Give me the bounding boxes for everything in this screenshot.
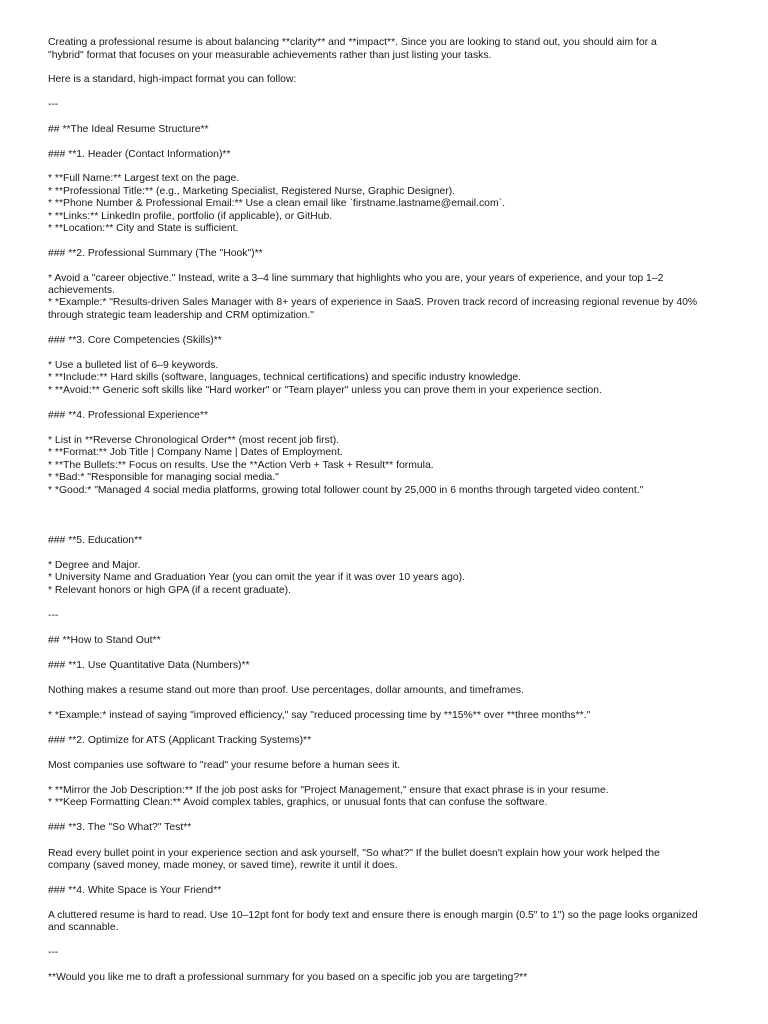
list-item: * *Good:* "Managed 4 social media platforms, growing total follower count by 25,000 in 6 months through targeted video content." bbox=[48, 485, 644, 496]
subheading-education: ### **5. Education** bbox=[48, 535, 143, 546]
subheading-summary: ### **2. Professional Summary (The "Hook")** bbox=[48, 248, 263, 259]
paragraph-continuation: company (saved money, made money, or saved time), rewrite it until it does. bbox=[48, 860, 398, 871]
list-item: * **Location:** City and State is sufficient. bbox=[48, 223, 239, 234]
list-item: * *Example:* "Results-driven Sales Manager with 8+ years of experience in SaaS. Proven track record of increasing regional revenue by 40% bbox=[48, 297, 698, 308]
paragraph: Nothing makes a resume stand out more than proof. Use percentages, dollar amounts, and timeframes. bbox=[48, 685, 524, 696]
list-item: * **Keep Formatting Clean:** Avoid complex tables, graphics, or unusual fonts that can confuse the software. bbox=[48, 797, 548, 808]
subheading-white-space: ### **4. White Space is Your Friend** bbox=[48, 885, 222, 896]
subheading-skills: ### **3. Core Competencies (Skills)** bbox=[48, 335, 222, 346]
subheading-experience: ### **4. Professional Experience** bbox=[48, 410, 208, 421]
divider-text: --- bbox=[48, 99, 59, 110]
paragraph: Read every bullet point in your experience section and ask yourself, "So what?" If the bullet doesn't explain how your work helped the bbox=[48, 848, 660, 859]
list-item: * **Format:** Job Title | Company Name | Dates of Employment. bbox=[48, 447, 343, 458]
list-item: * **Professional Title:** (e.g., Marketing Specialist, Registered Nurse, Graphic Designer). bbox=[48, 186, 456, 197]
list-item: * **Phone Number & Professional Email:** Use a clean email like `firstname.lastname@email.com`. bbox=[48, 198, 505, 209]
divider-text: --- bbox=[48, 610, 59, 621]
list-item: * **The Bullets:** Focus on results. Use the **Action Verb + Task + Result** formula. bbox=[48, 460, 434, 471]
list-item: * List in **Reverse Chronological Order** (most recent job first). bbox=[48, 435, 340, 446]
subheading-so-what: ### **3. The "So What?" Test** bbox=[48, 822, 192, 833]
list-item: * **Avoid:** Generic soft skills like "Hard worker" or "Team player" unless you can prove them in your experience section. bbox=[48, 385, 602, 396]
subheading-header: ### **1. Header (Contact Information)** bbox=[48, 149, 231, 160]
list-item: * *Bad:* "Responsible for managing social media." bbox=[48, 472, 279, 483]
intro-line-1: Creating a professional resume is about balancing **clarity** and **impact**. Since you are looking to stand out, you should aim for a bbox=[48, 37, 657, 48]
list-item: * **Mirror the Job Description:** If the job post asks for "Project Management," ensure that exact phrase is in your resume. bbox=[48, 785, 609, 796]
divider-text: --- bbox=[48, 947, 59, 958]
list-item-continuation: through strategic team leadership and CRM optimization." bbox=[48, 310, 314, 321]
closing-question: **Would you like me to draft a professional summary for you based on a specific job you are targeting?** bbox=[48, 972, 528, 983]
list-item-continuation: achievements. bbox=[48, 285, 115, 296]
paragraph: A cluttered resume is hard to read. Use 10–12pt font for body text and ensure there is enough margin (0.5" to 1") so the page looks organized bbox=[48, 910, 698, 921]
list-item: * Relevant honors or high GPA (if a recent graduate). bbox=[48, 585, 291, 596]
list-item: * *Example:* instead of saying "improved efficiency," say "reduced processing time by **15%** over **three months**." bbox=[48, 710, 591, 721]
heading-stand-out: ## **How to Stand Out** bbox=[48, 635, 161, 646]
list-item: * **Links:** LinkedIn profile, portfolio (if applicable), or GitHub. bbox=[48, 211, 333, 222]
list-item: * Use a bulleted list of 6–9 keywords. bbox=[48, 360, 219, 371]
paragraph-continuation: and scannable. bbox=[48, 922, 119, 933]
list-item: * Avoid a "career objective." Instead, write a 3–4 line summary that highlights who you are, your years of experience, and your top 1–2 bbox=[48, 273, 664, 284]
list-item: * University Name and Graduation Year (you can omit the year if it was over 10 years ago). bbox=[48, 572, 465, 583]
intro-format-line: Here is a standard, high-impact format you can follow: bbox=[48, 74, 297, 85]
subheading-quantitative: ### **1. Use Quantitative Data (Numbers)** bbox=[48, 660, 250, 671]
subheading-ats: ### **2. Optimize for ATS (Applicant Tracking Systems)** bbox=[48, 735, 312, 746]
heading-ideal-structure: ## **The Ideal Resume Structure** bbox=[48, 124, 209, 135]
paragraph: Most companies use software to "read" your resume before a human sees it. bbox=[48, 760, 401, 771]
list-item: * **Full Name:** Largest text on the page. bbox=[48, 173, 240, 184]
intro-line-2: "hybrid" format that focuses on your measurable achievements rather than just listing your tasks. bbox=[48, 50, 492, 61]
list-item: * Degree and Major. bbox=[48, 560, 141, 571]
list-item: * **Include:** Hard skills (software, languages, technical certifications) and specific industry knowledge. bbox=[48, 372, 522, 383]
